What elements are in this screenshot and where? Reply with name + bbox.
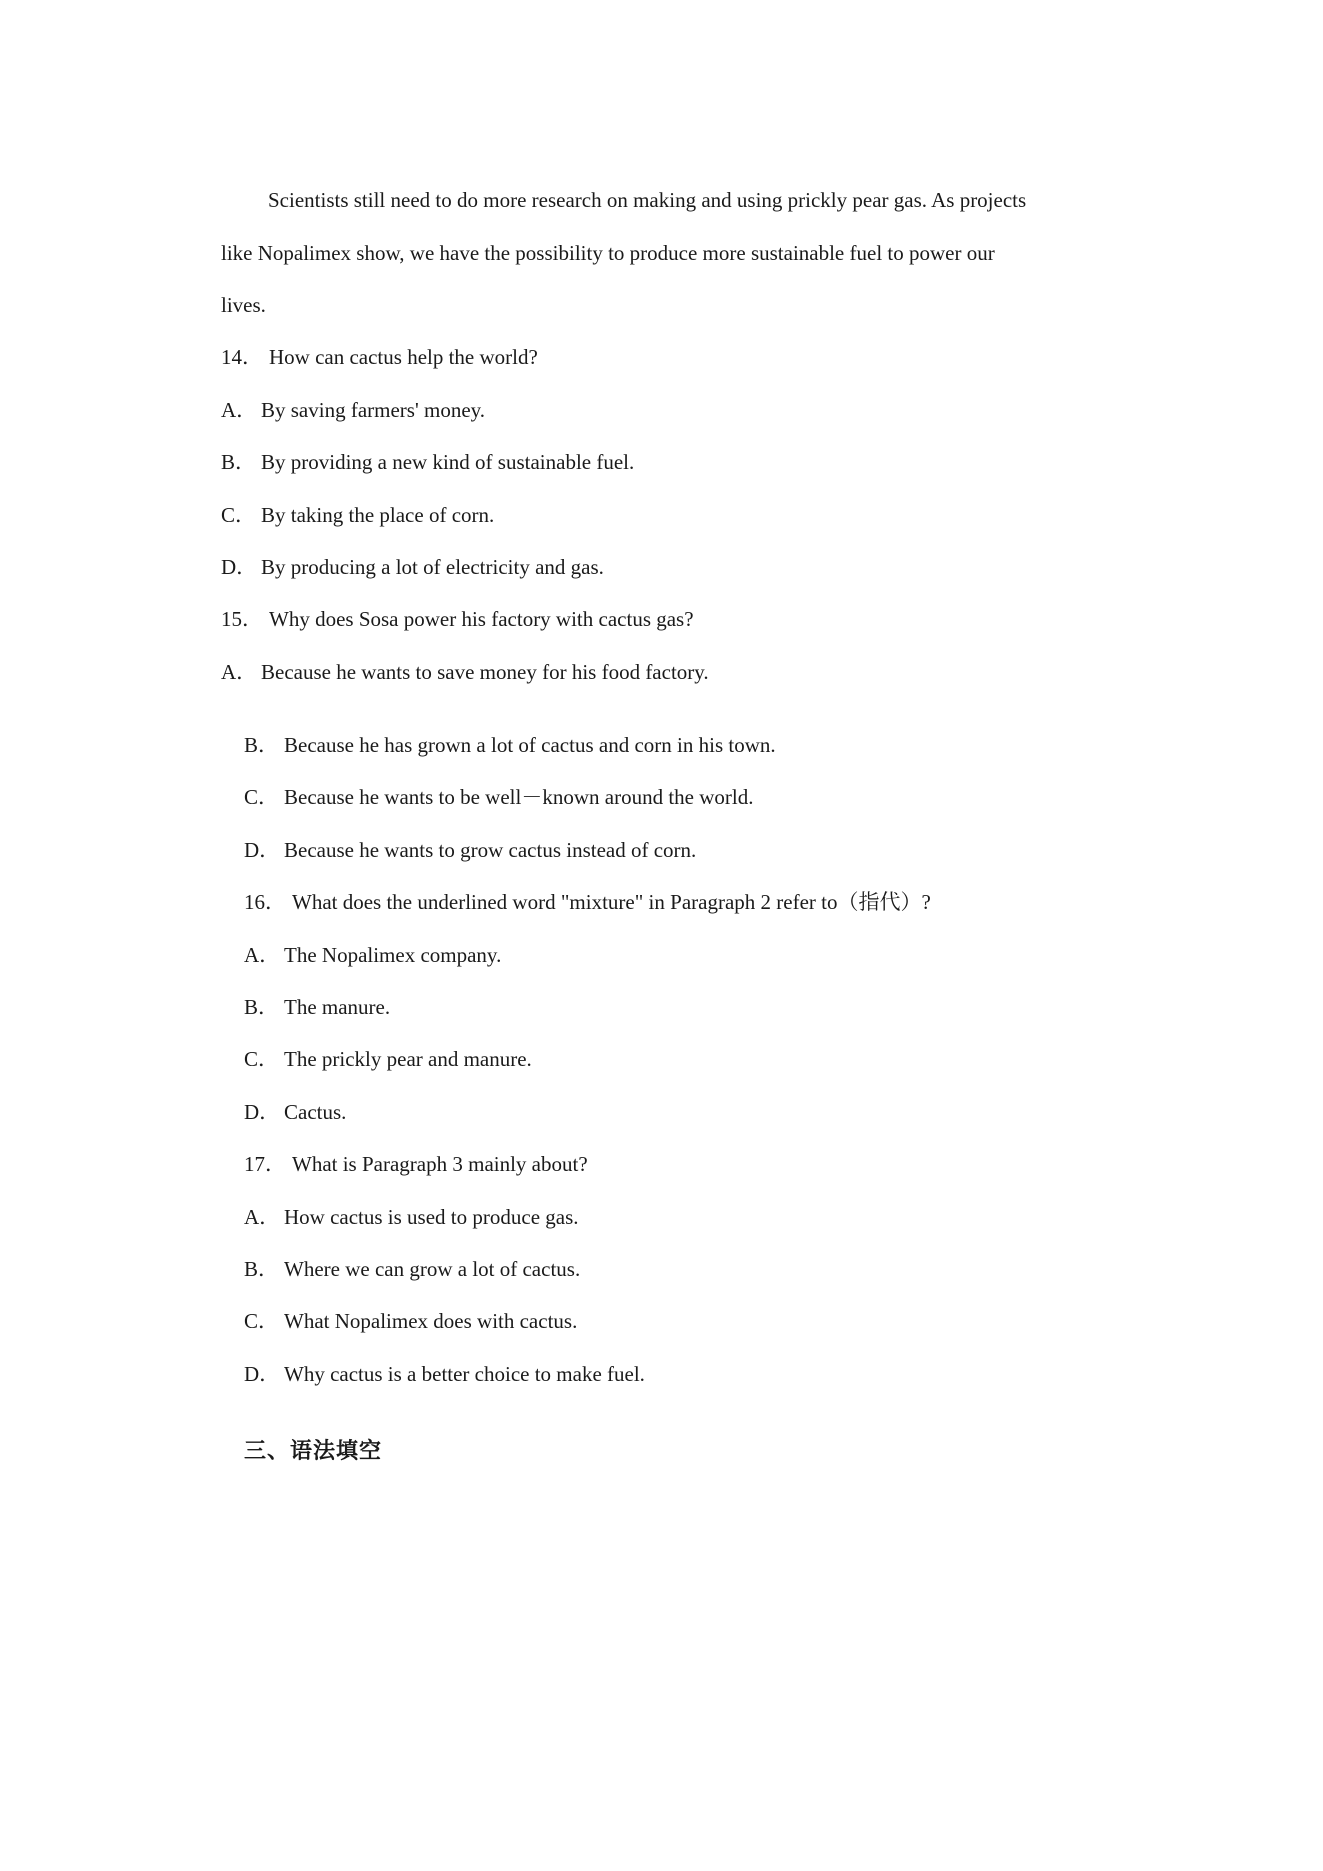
question-number: 16． xyxy=(244,890,286,914)
option-text: Because he wants to save money for his food factory. xyxy=(261,660,709,684)
question-number: 15． xyxy=(221,607,263,631)
q14-option-a xyxy=(221,396,485,424)
option-text: Because he wants to be well－known around the world. xyxy=(284,785,754,809)
q16-option-a xyxy=(244,941,501,969)
option-text: The Nopalimex company. xyxy=(284,943,502,967)
option-text: The prickly pear and manure. xyxy=(284,1047,532,1071)
section-heading: 三、语法填空 xyxy=(244,1439,383,1464)
option-label: C． xyxy=(244,1047,280,1071)
question-number: 17． xyxy=(244,1152,286,1176)
q17-option-a xyxy=(244,1203,579,1231)
q16-option-c xyxy=(244,1045,532,1073)
option-label: D． xyxy=(244,838,281,862)
option-label: A． xyxy=(244,943,281,967)
question-text: What is Paragraph 3 mainly about? xyxy=(292,1152,588,1176)
option-text: By saving farmers' money. xyxy=(261,398,486,422)
question-17 xyxy=(244,1150,588,1178)
option-label: B． xyxy=(244,733,280,757)
q17-option-b xyxy=(244,1255,580,1283)
option-label: C． xyxy=(221,503,257,527)
option-text: Because he has grown a lot of cactus and corn in his town. xyxy=(284,733,776,757)
option-text: What Nopalimex does with cactus. xyxy=(284,1309,578,1333)
q16-option-b xyxy=(244,993,390,1021)
option-label: A． xyxy=(244,1205,281,1229)
option-text: Because he wants to grow cactus instead of corn. xyxy=(284,838,697,862)
q14-option-d xyxy=(221,553,604,581)
option-text: By taking the place of corn. xyxy=(261,503,495,527)
q15-option-b xyxy=(244,731,776,759)
option-text: How cactus is used to produce gas. xyxy=(284,1205,579,1229)
option-label: A． xyxy=(221,660,258,684)
q17-option-c xyxy=(244,1307,577,1335)
q17-option-d xyxy=(244,1360,645,1388)
option-text: Why cactus is a better choice to make fuel. xyxy=(284,1362,645,1386)
passage-line-3: lives. xyxy=(221,293,266,317)
question-text: Why does Sosa power his factory with cactus gas? xyxy=(269,607,694,631)
passage-line-2: like Nopalimex show, we have the possibility to produce more sustainable fuel to power our xyxy=(221,241,995,265)
question-number: 14． xyxy=(221,345,263,369)
option-label: C． xyxy=(244,1309,280,1333)
q15-option-d xyxy=(244,836,696,864)
question-15 xyxy=(221,605,694,633)
option-label: D． xyxy=(221,555,258,579)
option-label: C． xyxy=(244,785,280,809)
option-text: By providing a new kind of sustainable fuel. xyxy=(261,450,635,474)
question-text: What does the underlined word "mixture" in Paragraph 2 refer to（指代）? xyxy=(292,890,931,914)
option-label: D． xyxy=(244,1100,281,1124)
option-text: Cactus. xyxy=(284,1100,347,1124)
q15-option-a xyxy=(221,658,709,686)
question-16 xyxy=(244,888,931,916)
q14-option-c xyxy=(221,501,494,529)
option-label: B． xyxy=(244,1257,280,1281)
q15-option-c xyxy=(244,783,753,811)
option-text: The manure. xyxy=(284,995,391,1019)
option-label: B． xyxy=(221,450,257,474)
option-label: B． xyxy=(244,995,280,1019)
question-14 xyxy=(221,343,538,371)
option-label: D． xyxy=(244,1362,281,1386)
option-label: A． xyxy=(221,398,258,422)
option-text: By producing a lot of electricity and gas. xyxy=(261,555,604,579)
option-text: Where we can grow a lot of cactus. xyxy=(284,1257,581,1281)
question-text: How can cactus help the world? xyxy=(269,345,538,369)
passage-line-1: Scientists still need to do more research on making and using prickly pear gas. As projects xyxy=(268,188,1027,212)
q14-option-b xyxy=(221,448,634,476)
q16-option-d xyxy=(244,1098,346,1126)
